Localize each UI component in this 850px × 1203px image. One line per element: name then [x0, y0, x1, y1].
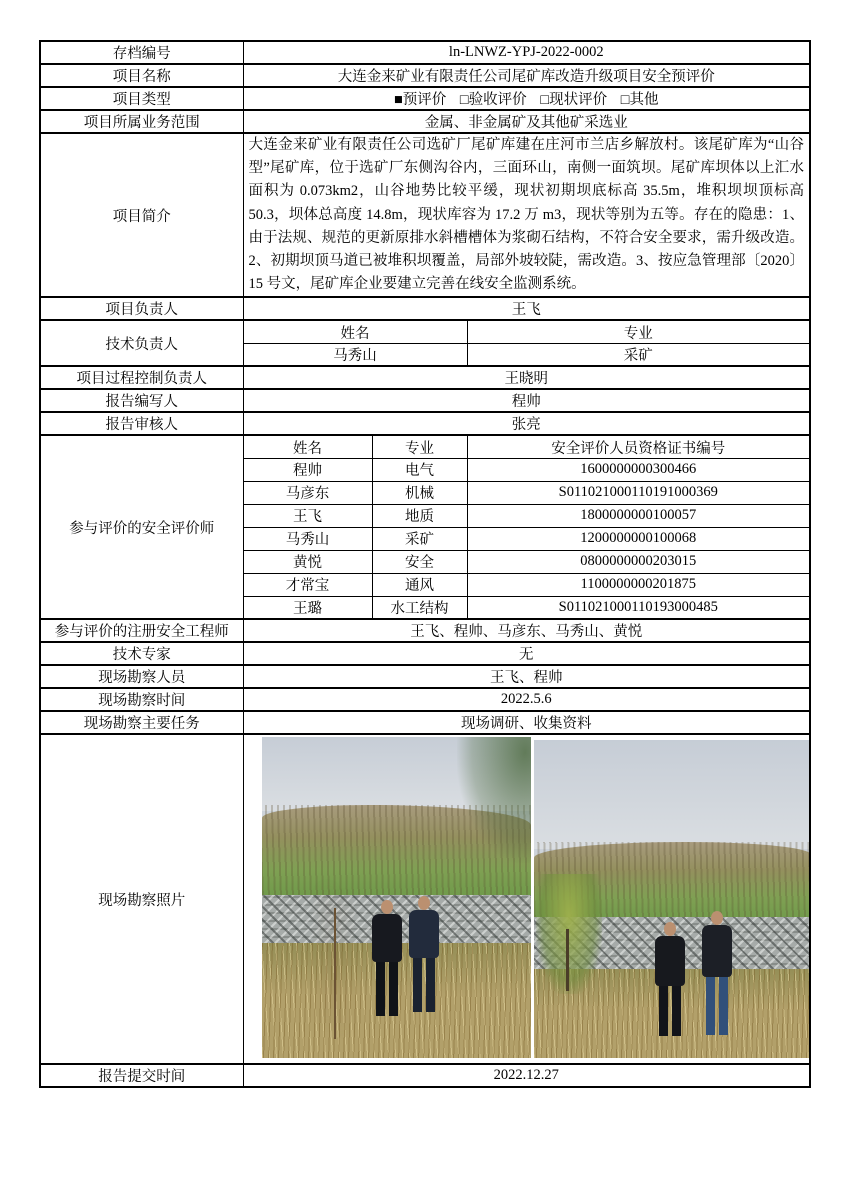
person-figure	[409, 896, 439, 1012]
row-archive-no	[40, 41, 810, 64]
row-survey-date	[40, 688, 810, 711]
person-torso	[702, 925, 732, 977]
survey-tasks-value: 现场调研、收集资料	[243, 711, 810, 734]
project-type-label: 项目类型	[40, 87, 243, 110]
person-legs	[376, 962, 398, 1016]
survey-photo-1	[262, 737, 531, 1058]
report-writer-value: 程帅	[243, 389, 810, 412]
evaluators-label: 参与评价的安全评价师	[40, 435, 243, 619]
tech-experts-value: 无	[243, 642, 810, 665]
row-survey-tasks	[40, 711, 810, 734]
person-figure	[372, 900, 402, 1016]
tech-experts-label: 技术专家	[40, 642, 243, 665]
project-intro-label: 项目简介	[40, 133, 243, 297]
report-submit-date-value: 2022.12.27	[243, 1064, 810, 1087]
tech-leader-major: 采矿	[467, 343, 810, 366]
survey-photos-cell	[243, 734, 810, 1064]
person-head	[381, 900, 393, 914]
report-submit-date-label: 报告提交时间	[40, 1064, 243, 1087]
checkbox-status-evaluation: □现状评价	[540, 92, 608, 108]
process-control-value: 王晓明	[243, 366, 810, 389]
evaluator-name: 马秀山	[243, 527, 372, 550]
checkbox-other: □其他	[620, 92, 659, 108]
evaluator-name: 才常宝	[243, 573, 372, 596]
evaluator-cert: 1600000000300466	[467, 458, 810, 481]
person-torso	[655, 936, 685, 986]
report-reviewer-label: 报告审核人	[40, 412, 243, 435]
archive-no-value: ln-LNWZ-YPJ-2022-0002	[243, 41, 810, 64]
person-head	[711, 911, 723, 925]
person-figure	[655, 922, 685, 1036]
evaluator-name: 王璐	[243, 596, 372, 619]
person-legs	[706, 977, 728, 1035]
person-head	[418, 896, 430, 910]
row-project-type	[40, 87, 810, 110]
evaluator-cert: S011021000110193000485	[467, 596, 810, 619]
evaluator-major: 采矿	[372, 527, 467, 550]
survey-date-value: 2022.5.6	[243, 688, 810, 711]
evaluator-cert: 1800000000100057	[467, 504, 810, 527]
evaluators-cert-header: 安全评价人员资格证书编号	[467, 435, 810, 458]
person-torso	[409, 910, 439, 958]
project-name-label: 项目名称	[40, 64, 243, 87]
report-reviewer-value: 张亮	[243, 412, 810, 435]
tech-leader-label: 技术负责人	[40, 320, 243, 366]
evaluator-name: 马彦东	[243, 481, 372, 504]
person-legs	[413, 958, 435, 1012]
row-report-reviewer	[40, 412, 810, 435]
archive-no-label: 存档编号	[40, 41, 243, 64]
process-control-label: 项目过程控制负责人	[40, 366, 243, 389]
photo-tree-branch	[457, 737, 531, 863]
checkbox-pre-evaluation: ■预评价	[394, 92, 447, 108]
business-scope-label: 项目所属业务范围	[40, 110, 243, 133]
project-leader-label: 项目负责人	[40, 297, 243, 320]
evaluator-cert: S011021000110191000369	[467, 481, 810, 504]
project-type-options	[243, 87, 810, 110]
row-process-control-leader	[40, 366, 810, 389]
photo-tree	[536, 874, 602, 994]
registered-engineers-value: 王飞、程帅、马彦东、马秀山、黄悦	[243, 619, 810, 642]
registered-engineers-label: 参与评价的注册安全工程师	[40, 619, 243, 642]
project-leader-value: 王飞	[243, 297, 810, 320]
evaluators-major-header: 专业	[372, 435, 467, 458]
photo-sky	[534, 740, 811, 848]
survey-date-label: 现场勘察时间	[40, 688, 243, 711]
report-writer-label: 报告编写人	[40, 389, 243, 412]
evaluator-major: 机械	[372, 481, 467, 504]
project-intro-text: 大连金来矿业有限责任公司选矿厂尾矿库建在庄河市兰店乡解放村。该尾矿库为“山谷型”尾矿库，位于选矿厂东侧沟谷内，三面环山，南侧一面筑坝。尾矿库坝体以上汇水面积为 0.073km2，山谷地势比较平缓，现状初期坝底标高 35.5m，堆积坝坝顶标高 50.3，坝体总高度 14.8m，现状库容为 17.2 万 m3，现状等别为五等。存在的隐患：1、由于法规、规范的更新原排水斜槽槽体为浆砌石结构，不符合安全要求，需升级改造。2、初期坝顶马道已被堆积坝覆盖，局部外坡较陡，需改造。3、按应急管理部〔2020〕15 号文，尾矿库企业要建立完善在线安全监测系统。	[243, 133, 810, 297]
evaluator-major: 地质	[372, 504, 467, 527]
business-scope-value: 金属、非金属矿及其他矿采选业	[243, 110, 810, 133]
survey-tasks-label: 现场勘察主要任务	[40, 711, 243, 734]
photo-sapling	[334, 908, 336, 1040]
row-survey-photos	[40, 734, 810, 1064]
project-archive-table	[39, 40, 811, 1088]
project-name-value: 大连金来矿业有限责任公司尾矿库改造升级项目安全预评价	[243, 64, 810, 87]
evaluators-name-header: 姓名	[243, 435, 372, 458]
evaluator-major: 水工结构	[372, 596, 467, 619]
row-tech-experts	[40, 642, 810, 665]
evaluator-cert: 0800000000203015	[467, 550, 810, 573]
row-project-leader	[40, 297, 810, 320]
evaluator-name: 程帅	[243, 458, 372, 481]
checkbox-acceptance-evaluation: □验收评价	[459, 92, 527, 108]
evaluator-major: 电气	[372, 458, 467, 481]
survey-staff-value: 王飞、程帅	[243, 665, 810, 688]
evaluator-cert: 1100000000201875	[467, 573, 810, 596]
evaluator-major: 安全	[372, 550, 467, 573]
row-project-intro	[40, 133, 810, 297]
evaluator-major: 通风	[372, 573, 467, 596]
row-project-name	[40, 64, 810, 87]
person-torso	[372, 914, 402, 962]
row-business-scope	[40, 110, 810, 133]
tech-leader-name: 马秀山	[243, 343, 467, 366]
row-tech-leader-header	[40, 320, 810, 343]
tech-leader-major-header: 专业	[467, 320, 810, 343]
person-legs	[659, 986, 681, 1036]
evaluator-name: 王飞	[243, 504, 372, 527]
survey-staff-label: 现场勘察人员	[40, 665, 243, 688]
person-figure	[702, 911, 732, 1035]
row-evaluators-header	[40, 435, 810, 458]
row-registered-engineers	[40, 619, 810, 642]
survey-photos-label: 现场勘察照片	[40, 734, 243, 1064]
evaluator-cert: 1200000000100068	[467, 527, 810, 550]
row-survey-staff	[40, 665, 810, 688]
tech-leader-name-header: 姓名	[243, 320, 467, 343]
row-report-submit-date	[40, 1064, 810, 1087]
survey-photo-2	[534, 740, 811, 1058]
evaluator-name: 黄悦	[243, 550, 372, 573]
row-report-writer	[40, 389, 810, 412]
person-head	[664, 922, 676, 936]
